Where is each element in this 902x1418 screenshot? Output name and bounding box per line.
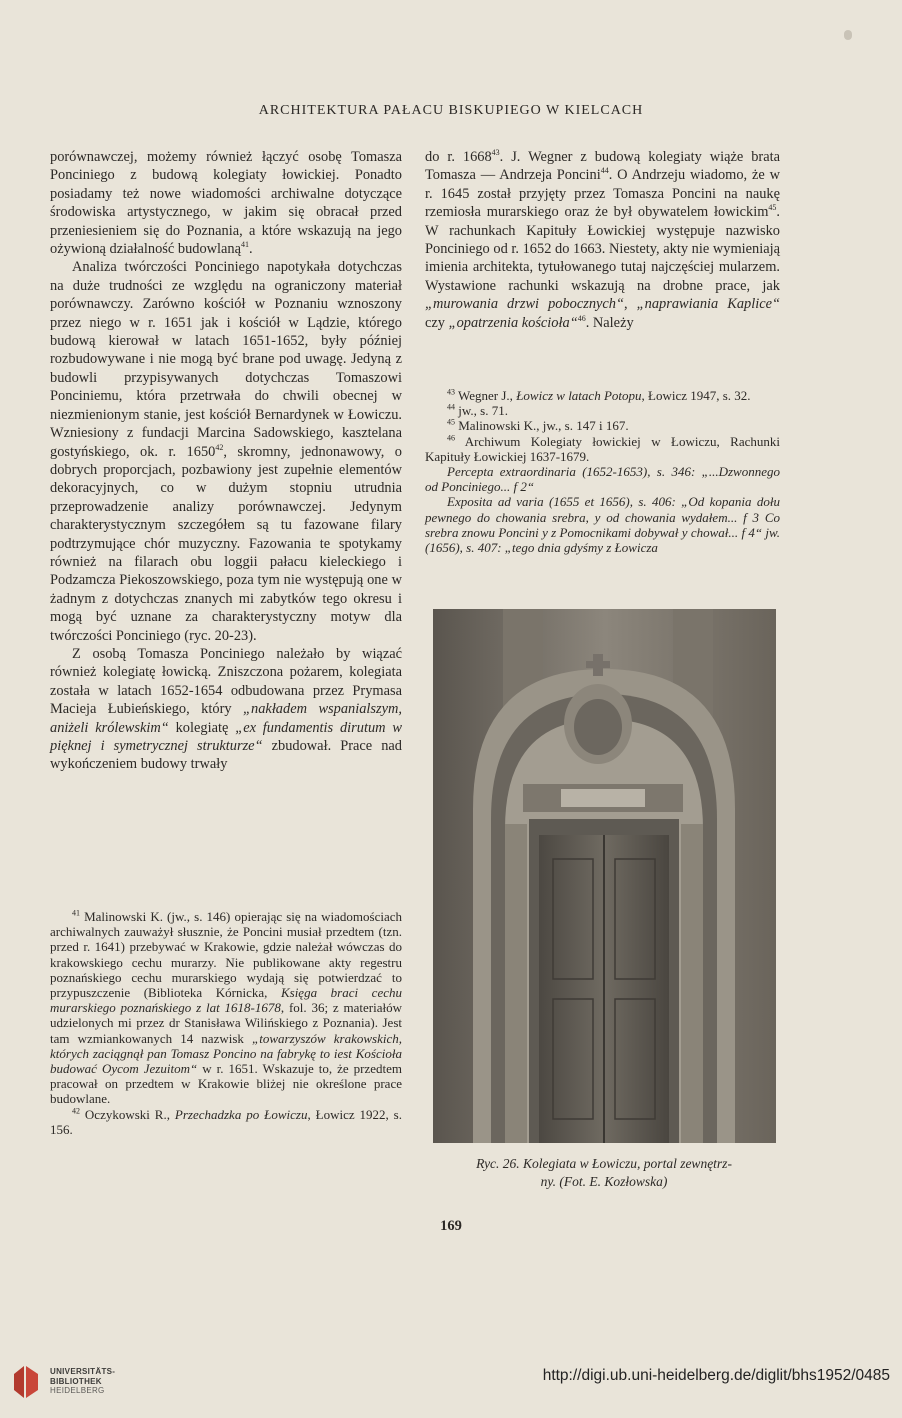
footnotes-right <box>425 388 780 555</box>
footnote-41: $^{41}$ Malinowski K. (jw., s. 146) opierając się na wiadomościach archiwalnych zauważył słusznie, że Poncini musiał przedtem (tzn. przed r. 1641) przebywać w Krakowie, gdzie należał wówczas do krakowskiego cechu murarzy. Nie publikowane akty regestru poznańskiego cechu murarskiego wydają się potwierdzać to przypuszczenie (Biblioteka Kórnicka, Księga braci cechu murarskiego poznańskiego z lat 1618-1678, fol. 36; z materiałów udzielonych mi przez dr Stanisława Wilińskiego z Poznania). Jest tam wzmiankowanych 14 nazwisk „towarzyszów krakowskich, których zaciągnął pan Tomasz Poncino na fabrykę to iest Kościoła budować Oycom Jezuitom“ w r. 1651. Wskazuje to, że przedtem pracował on przedtem w Krakowie bliżej nie określone prace budowlane. <box>50 908 402 1107</box>
paragraph: Z osobą Tomasza Ponciniego należało by wiązać również kolegiatę łowicką. Zniszczona pożarem, kolegiata została w latach 1652-1654 odbudowana przez Prymasa Macieja Łubieńskiego, który „nakładem wspanialszym, aniżeli królewskim“ kolegiatę „ex fundamentis dirutum w pięknej i symetrycznej strukturze“ zbudował. Prace nad wykończeniem budowy trwały <box>50 645 402 773</box>
portal-image <box>433 609 776 1143</box>
paragraph: porównawczej, możemy również łączyć osobę Tomasza Ponciniego z budową kolegiaty łowickiej. Ponadto posiadamy też nowe wiadomości archiwalne dotyczące środowiska artystycznego, w jakim się obracał przed przeniesieniem się do Poznania, a które wskazują na jego ożywioną działalność budowlaną$^{41}$. <box>50 149 402 258</box>
footnote-ref[interactable]: 46 <box>577 313 586 323</box>
library-name: UNIVERSITÄTS- BIBLIOTHEK HEIDELBERG <box>50 1367 116 1395</box>
library-logo-icon <box>12 1362 40 1402</box>
running-title: ARCHITEKTURA PAŁACU BISKUPIEGO W KIELCACH <box>258 103 644 118</box>
footnote-ref[interactable]: 42 <box>215 442 224 452</box>
left-column <box>50 148 402 774</box>
paragraph: do r. 1668$^{43}$. J. Wegner z budową kolegiaty wiąże brata Tomasza — Andrzeja Poncini$^{44}$. O Andrzeju wiadomo, że w r. 1645 został przyjęty przez Tomasza Poncini na naukę rzemiosła murarskiego oraz że był obywatelem łowickim$^{45}$. W rachunkach Kapituły Łowickiej występuje nazwisko Ponciniego od r. 1652 do 1663. Niestety, akty nie wymieniają imienia architekta, tytułowanego tutaj najczęściej mularzem. Wystawione rachunki wskazują na drobne prace, jak „murowania drzwi pobocznych“, „naprawiania Kaplice“ czy „opatrzenia kościoła“$^{46}$. Należy <box>425 148 780 331</box>
library-footer <box>0 1356 902 1396</box>
footnote-46-exposita: Exposita ad varia (1655 et 1656), s. 406: „Od kopania dołu pewnego do chowania srebra, y od chowania wydałem... f 3 Co srebra znowu Poncini y z Pomocnikami dobywał y chował... f 4“ jw. (1656), s. 407: „tego dnia gdyśmy z Łowicza <box>425 494 780 556</box>
portal-photograph <box>433 609 776 1143</box>
corner-mark <box>844 30 852 40</box>
footnote-43: $^{43}$ Wegner J., Łowicz w latach Potopu, Łowicz 1947, s. 32. <box>447 387 751 403</box>
permalink-url[interactable]: http://digi.ub.uni-heidelberg.de/diglit/bhs1952/0485 <box>542 1367 890 1384</box>
footnote-42: $^{42}$ Oczykowski R., Przechadzka po Łowiczu, Łowicz 1922, s. 156. <box>50 1106 402 1137</box>
right-column <box>425 148 780 332</box>
footnotes-left <box>50 909 402 1137</box>
footnote-45: $^{45}$ Malinowski K., jw., s. 147 i 167. <box>447 418 629 434</box>
footnote-ref[interactable]: 43 <box>491 148 500 158</box>
footnote-ref[interactable]: 44 <box>600 166 609 176</box>
page-number: 169 <box>440 1218 462 1234</box>
footnote-44: $^{44}$ jw., s. 71. <box>447 402 508 419</box>
footnote-ref[interactable]: 41 <box>241 240 250 250</box>
footnote-46: $^{46}$ Archiwum Kolegiaty łowickiej w Łowiczu, Rachunki Kapituły Łowickiej 1637-1679. <box>425 433 780 464</box>
footnote-ref[interactable]: 45 <box>768 203 777 213</box>
paragraph: Analiza twórczości Ponciniego napotykała dotychczas na duże trudności ze względu na ograniczony materiał porównawczy. Zarówno kościół w Poznaniu wznoszony przez niego w r. 1651 jak i kościół w Lądzie, którego budową kierował w latach 1651-1652, były później rozbudowywane i nie mogą być brane pod uwagę. Jedyną z budowli przypisywanych dotychczas Tomaszowi Ponciniemu, która przetrwała do chwili obecnej w niezmienionym stanie, jest kościół Bernardynek w Łowiczu. Wzniesiony z fundacji Marcina Sadowskiego, kasztelana gostyńskiego, ok. r. 1650$^{42}$, skromny, jednonawowy, o dobrych proporcjach, pozbawiony jest zupełnie elementów dekoracyjnych, co w dużym stopniu utrudnia przeprowadzenie analizy porównawczej. Jedynym charakterystycznym szczegółem są tu fazowane filary podtrzymujące chór muzyczny. Fazowania te spotykamy również na filarach obu loggii pałacu kieleckiego i Podzamcza Piekoszowskiego, poza tym nie występują one w żadnym z dotychczas znanych mi zabytków tego okresu i mogą być uznane za charakterystyczny motyw dla twórczości Ponciniego (ryc. 20-23). <box>50 259 402 644</box>
figure-caption: Ryc. 26. Kolegiata w Łowiczu, portal zewnętrz- ny. (Fot. E. Kozłowska) <box>476 1156 732 1189</box>
footnote-46-percepta: Percepta extraordinaria (1652-1653), s. 346: „...Dzwonnego od Ponciniego... f 2“ <box>425 464 780 495</box>
